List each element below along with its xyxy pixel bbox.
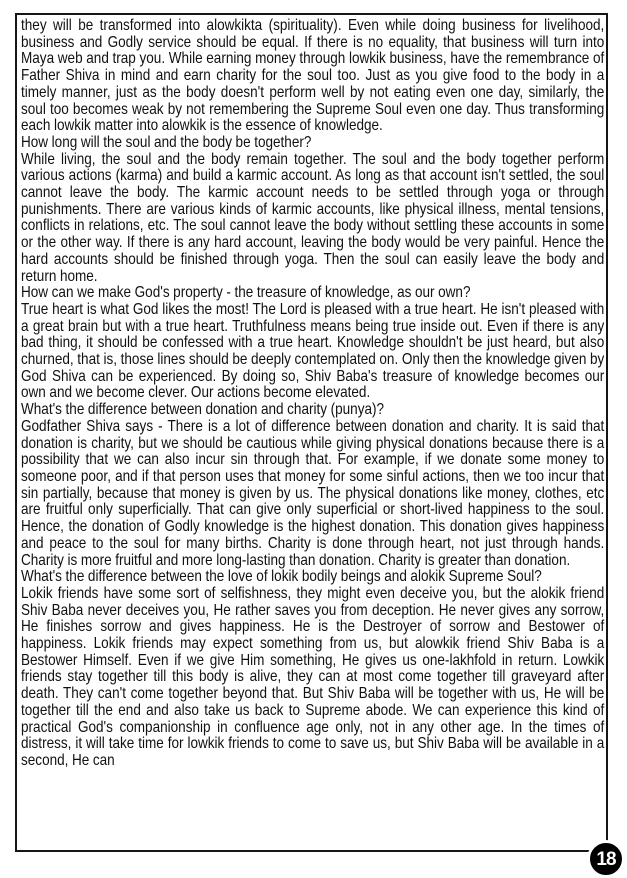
paragraph: Godfather Shiva says - There is a lot of difference between donation and charity. It is said that donation is charity, but we should be cautious while giving physical donations because there is a possibility that we can also incur sin through that. For example, if we donate some money to someone poor, and if that person uses that money for some sinful actions, then we too incur that sin partially, because that money is given by us. The physical donations like money, clothes, etc are fruitful only superficially. That can give only superficial or short-lived happiness to the soul. Hence, the donation of Godly knowledge is the highest donation. This donation gives happiness and peace to the soul for many births. Charity is done through heart, not just through hands. Charity is more fruitful and more long-lasting than donation. Charity is greater than donation. [21,417,605,569]
paragraph: they will be transformed into alowkikta (spirituality). Even while doing business for livelihood, business and Godly service should be equal. If there is no equality, that business will turn into Maya web and trap you. While earning money through lowkik business, have the remembrance of Father Shiva in mind and earn charity for the soul too. Just as you give food to the body in a timely manner, just as the body doesn't perform well by not eating even one day, similarly, the soul too becomes weak by not remembering the Supreme Soul even one day. Thus transforming each lowkik matter into alowkik is the essence of knowledge. [21,17,605,135]
question-heading: What's the difference between the love of lokik bodily beings and alokik Supreme Soul? [21,568,542,586]
paragraph: While living, the soul and the body remain together. The soul and the body together perform various actions (karma) and build a karmic account. As long as that account isn't settled, the soul cannot leave the body. The karmic account needs to be settled through yoga or through punishments. There are various kinds of karmic accounts, like physical illness, mental tensions, conflicts in relations, etc. The soul cannot leave the body without settling these accounts in some or the other way. If there is any hard account, leaving the body would be very painful. Hence the hard accounts should be finished through yoga. Then the soul can easily leave the body and return home. [21,150,605,285]
document-page-frame [15,13,608,852]
question-heading: How long will the soul and the body be together? [21,133,312,151]
page-number-badge [587,840,625,878]
page-number: 18 [596,848,616,870]
paragraph: True heart is what God likes the most! The Lord is pleased with a true heart. He isn't pleased with a great brain but with a true heart. Truthfulness means being true inside out. Even if there is any bad thing, it should be confessed with a true heart. Knowledge shouldn't be just heard, but also churned, that is, those lines should be deeply contemplated on. Only then the knowledge given by God Shiva can be experienced. By doing so, Shiv Baba's treasure of knowledge becomes our own and we become clever. Our actions become elevated. [21,300,605,402]
question-heading: What's the difference between donation and charity (punya)? [21,401,385,419]
paragraph: Lokik friends have some sort of selfishness, they might even deceive you, but the alokik friend Shiv Baba never deceives you, He rather saves you from deception. He never gives any sorrow, He finishes sorrow and gives happiness. He is the Destroyer of sorrow and Bestower of happiness. Lokik friends may expect something from us, but alowkik friend Shiv Baba is a Bestower Himself. Even if we give Him something, He gives us one-lakhfold in return. Lowkik friends stay together till this body is alive, they can at most come together till graveyard after death. They can't come together beyond that. But Shiv Baba will be together with us, He will be together till the end and also take us back to Supreme abode. We can experience this kind of practical God's companionship in confluence age only, not in any other age. In the times of distress, it will take time for lowkik friends to come to save us, but Shiv Baba will be available in a second, He can [21,584,605,769]
question-heading: How can we make God's property - the treasure of knowledge, as our own? [21,284,471,302]
document-text [21,18,604,770]
